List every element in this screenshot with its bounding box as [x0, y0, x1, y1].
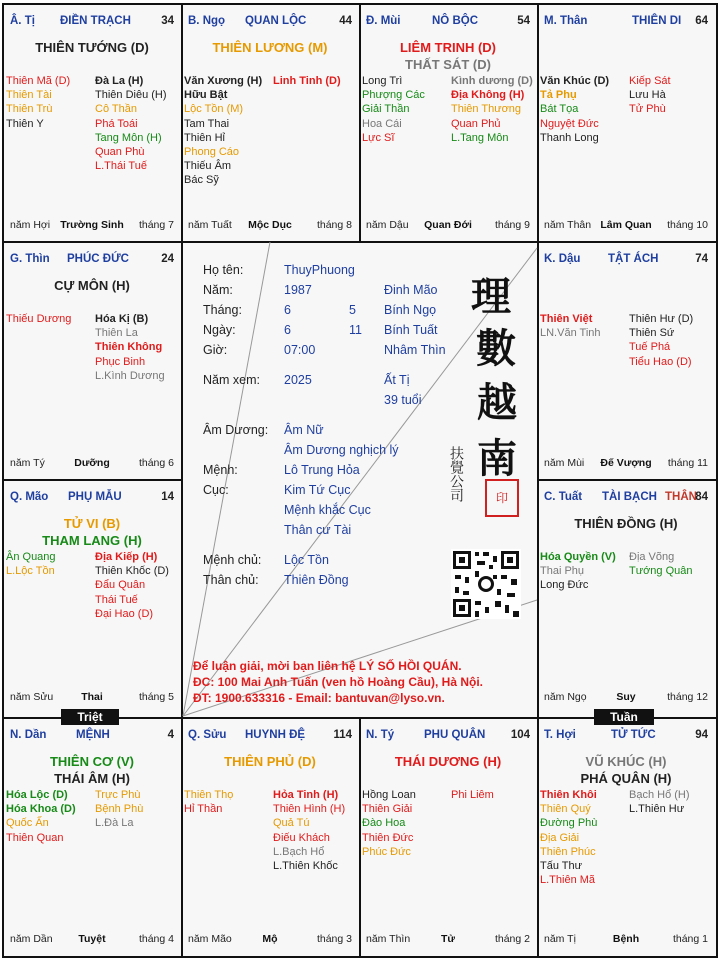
star-name: Quan Phủ — [451, 117, 501, 130]
star-name: Đường Phù — [540, 817, 598, 830]
palace-name: TÀI BẠCH — [602, 491, 657, 503]
star-name: Kình dương (D) — [451, 75, 533, 87]
palace-tuat — [538, 481, 714, 715]
star-name: THAM LANG (H) — [42, 533, 142, 548]
star-name: Quan Phù — [95, 145, 145, 158]
star-name: Phong Cáo — [184, 145, 240, 158]
menh-chu-label: Mệnh chủ: — [203, 553, 262, 567]
star-list-left — [184, 788, 233, 816]
star-list-left — [6, 550, 56, 578]
dai-han-year: năm Tuất — [188, 219, 232, 231]
star-name: THẤT SÁT (D) — [405, 57, 491, 72]
palace-name: PHU QUÂN — [424, 729, 486, 741]
name-label: Họ tên: — [203, 263, 244, 277]
star-name: Thai Phụ — [540, 565, 585, 578]
month-label: tháng 2 — [494, 933, 530, 945]
month-label: Tháng: — [203, 303, 242, 317]
dai-han-year: năm Thìn — [366, 933, 411, 945]
star-name: Thanh Long — [540, 131, 599, 144]
palace-name: QUAN LỘC — [245, 15, 307, 27]
palace-branch: G. Thìn — [10, 253, 50, 265]
qr-code-icon — [451, 549, 521, 619]
star-name: Hóa Kị (B) — [95, 313, 149, 325]
main-stars — [360, 753, 536, 770]
palace-branch: T. Hợi — [544, 729, 576, 741]
palace-hoi — [538, 719, 714, 957]
palace-name: NÔ BỘC — [432, 15, 478, 27]
star-list-left — [362, 788, 416, 859]
star-name: Thiên Giải — [362, 803, 413, 816]
star-list-right — [451, 74, 533, 145]
star-name: THÁI DƯƠNG (H) — [394, 754, 502, 769]
month-label: tháng 8 — [316, 219, 352, 231]
palace-ngo — [182, 5, 358, 241]
menh-label: Mệnh: — [203, 463, 238, 477]
menh-chu-value: Lộc Tồn — [284, 553, 329, 567]
dai-han-year: năm Tị — [544, 933, 576, 945]
palace-branch: N. Tý — [366, 729, 395, 741]
palace-name: PHỤ MẪU — [68, 491, 122, 503]
star-name: Bác Sỹ — [184, 174, 219, 187]
palace-number: 104 — [510, 729, 530, 741]
month-can-chi: Bính Ngọ — [384, 303, 437, 317]
palace-number: 84 — [695, 491, 708, 503]
star-name: THIÊN TƯỚNG (D) — [35, 40, 149, 55]
star-name: Lực Sĩ — [362, 131, 395, 144]
logo-char-4: 南 — [477, 435, 517, 482]
main-stars — [182, 753, 358, 770]
star-name: Văn Khúc (D) — [540, 75, 610, 87]
truong-sinh-stage: Đế Vượng — [600, 457, 652, 469]
palace-ti — [4, 5, 180, 241]
dai-han-year: năm Mùi — [544, 457, 585, 469]
day-can-chi: Bính Tuất — [384, 323, 438, 337]
palace-number: 4 — [167, 729, 174, 741]
main-stars — [538, 753, 714, 787]
month-label: tháng 6 — [138, 457, 174, 469]
star-list-left — [540, 312, 601, 340]
star-name: Hóa Quyền (V) — [540, 551, 616, 563]
month-label: tháng 11 — [667, 457, 708, 469]
star-name: Tang Môn (H) — [95, 131, 162, 144]
dai-han-year: năm Tý — [10, 457, 45, 469]
dai-han-year: năm Sửu — [10, 691, 54, 703]
star-name: Thiên Không — [95, 341, 163, 354]
palace-thin — [4, 243, 180, 479]
star-name: Lộc Tồn (M) — [184, 103, 244, 116]
star-name: Thiên Mã (D) — [6, 75, 71, 87]
main-stars — [4, 753, 180, 787]
palace-suu — [182, 719, 358, 957]
month-solar: 5 — [349, 303, 356, 317]
star-name: Thiên Phúc — [540, 845, 596, 858]
star-name: LIÊM TRINH (D) — [399, 40, 497, 55]
star-name: Thiên Việt — [540, 313, 593, 325]
month-label: tháng 1 — [672, 933, 708, 945]
star-name: Địa Kiếp (H) — [95, 551, 158, 563]
truong-sinh-stage: Thai — [81, 691, 103, 703]
amduong-label: Âm Dương: — [203, 423, 269, 437]
year-value: 1987 — [284, 283, 312, 297]
star-name: L.Thiên Mã — [540, 874, 596, 887]
month-lunar: 6 — [284, 303, 291, 317]
star-name: Hữu Bật — [184, 89, 228, 102]
palace-branch: M. Thân — [544, 15, 588, 27]
star-name: Thiên Y — [6, 117, 44, 130]
truong-sinh-stage: Quan Đới — [424, 219, 472, 231]
month-label: tháng 3 — [316, 933, 352, 945]
star-name: Ân Quang — [6, 551, 56, 563]
palace-branch: Đ. Mùi — [366, 15, 401, 27]
star-name: Linh Tinh (D) — [273, 75, 341, 87]
dai-han-year: năm Hợi — [10, 219, 51, 231]
dai-han-year: năm Mão — [188, 933, 232, 945]
star-name: Bát Tọa — [540, 103, 579, 116]
day-lunar: 6 — [284, 323, 291, 337]
star-name: Giải Thần — [362, 103, 410, 116]
palace-name: HUYNH ĐỆ — [245, 729, 306, 741]
star-name: Thiên Trù — [6, 103, 53, 116]
star-name: L.Kình Dương — [95, 369, 165, 382]
month-label: tháng 10 — [667, 219, 708, 231]
star-list-left — [6, 788, 76, 845]
star-name: Hóa Lộc (D) — [6, 789, 68, 801]
month-label: tháng 12 — [667, 691, 708, 703]
star-name: Thiếu Âm — [184, 160, 232, 173]
star-name: Thiên Hình (H) — [273, 803, 346, 816]
star-name: Thiên Diêu (H) — [95, 89, 167, 102]
year-label: Năm: — [203, 283, 233, 297]
month-label: tháng 5 — [138, 691, 174, 703]
truong-sinh-stage: Tuyệt — [78, 933, 106, 945]
star-name: Hóa Khoa (D) — [6, 803, 76, 816]
palace-number: 54 — [517, 15, 530, 27]
star-name: Hỏa Tinh (H) — [273, 789, 339, 801]
palace-name: ĐIỀN TRẠCH — [60, 15, 131, 27]
star-name: Nguyệt Đức — [540, 117, 599, 130]
star-name: Tiểu Hao (D) — [629, 355, 692, 368]
star-name: Bạch Hổ (H) — [629, 789, 690, 801]
than-marker: THÂN — [665, 491, 697, 503]
star-name: Thiên Thọ — [184, 789, 234, 801]
star-name: Thiên Tài — [6, 89, 52, 102]
day-label: Ngày: — [203, 323, 236, 337]
star-name: L.Đà La — [95, 817, 134, 830]
truong-sinh-stage: Mộc Dục — [248, 219, 292, 231]
name-row — [203, 263, 243, 277]
star-name: Tử Phù — [629, 103, 666, 116]
star-name: Phục Binh — [95, 355, 146, 368]
center-info-panel — [181, 241, 537, 717]
palace-number: 64 — [695, 15, 708, 27]
star-list-right — [273, 74, 341, 88]
palace-number: 94 — [695, 729, 708, 741]
star-name: Đào Hoa — [362, 817, 406, 830]
star-name: Thiên Quý — [540, 803, 591, 816]
logo-char-1: 理 — [471, 273, 511, 320]
dai-han-year: năm Ngọ — [544, 691, 587, 703]
star-name: Phi Liêm — [451, 789, 494, 801]
main-stars — [360, 39, 536, 73]
palace-name: TỬ TỨC — [611, 729, 656, 741]
star-name: THIÊN LƯƠNG (M) — [212, 40, 328, 55]
month-label: tháng 4 — [138, 933, 174, 945]
star-name: PHÁ QUÂN (H) — [580, 771, 672, 786]
age-value: 39 tuổi — [384, 393, 422, 407]
main-stars — [4, 39, 180, 56]
star-name: Tuế Phá — [629, 341, 671, 354]
star-name: Hoa Cái — [362, 117, 402, 130]
than-chu-label: Thân chủ: — [203, 573, 259, 587]
amduong-relation: Âm Dương nghịch lý — [284, 443, 399, 457]
star-list-left — [6, 74, 70, 131]
star-name: Thiên Đức — [362, 831, 414, 844]
star-name: L.Thiên Khốc — [273, 859, 338, 872]
palace-dau — [538, 243, 714, 479]
star-list-left — [184, 74, 262, 188]
than-chu-value: Thiên Đồng — [284, 573, 349, 587]
star-name: Địa Võng — [629, 551, 675, 563]
palace-name: MỆNH — [76, 729, 110, 741]
star-name: Thái Tuế — [95, 593, 138, 606]
star-name: Đà La (H) — [95, 75, 144, 87]
palace-branch: N. Dần — [10, 729, 47, 741]
star-name: Tướng Quân — [629, 565, 693, 578]
star-list-right — [95, 74, 167, 173]
hour-label: Giờ: — [203, 343, 228, 357]
truong-sinh-stage: Suy — [616, 691, 636, 703]
truong-sinh-stage: Tử — [440, 933, 456, 945]
palace-number: 24 — [161, 253, 174, 265]
month-label: tháng 7 — [138, 219, 174, 231]
seal-text: 扶覺公司 — [448, 446, 464, 502]
contact-phone-email: ĐT: 1900.633316 - Email: bantuvan@lyso.vn. — [193, 691, 445, 705]
contact-line-1: Để luận giải, mời bạn liên hệ LÝ SỐ HỒI QUÁN. — [193, 659, 462, 673]
star-name: TỬ VI (B) — [63, 516, 121, 531]
star-name: THIÊN CƠ (V) — [49, 754, 135, 769]
star-list-right — [451, 788, 494, 802]
truong-sinh-stage: Mộ — [262, 933, 278, 945]
star-name: Hồng Loan — [362, 789, 416, 801]
star-name: Thiên Thương — [451, 103, 522, 116]
star-name: L.Thái Tuế — [95, 160, 147, 173]
star-name: Thiếu Dương — [6, 313, 72, 325]
red-seal: 印 — [485, 479, 519, 517]
star-name: Thiên Khôi — [540, 789, 597, 801]
name-value: ThuyPhuong — [284, 263, 355, 277]
star-list-left — [6, 312, 71, 326]
star-list-left — [540, 788, 597, 887]
palace-number: 114 — [333, 729, 352, 741]
star-name: Thiên Khốc (D) — [95, 565, 169, 578]
dai-han-year: năm Dậu — [366, 219, 409, 231]
logo-char-2: 數 — [476, 325, 516, 372]
star-name: Thiên Hỉ — [184, 131, 225, 144]
month-label: tháng 9 — [494, 219, 530, 231]
star-list-left — [540, 550, 616, 593]
palace-branch: C. Tuất — [544, 491, 583, 503]
star-name: Đẩu Quân — [95, 579, 146, 592]
star-name: Hỉ Thần — [184, 803, 223, 816]
truong-sinh-stage: Dưỡng — [74, 457, 110, 469]
star-name: Quả Tú — [273, 817, 310, 830]
cuc-relation: Mệnh khắc Cục — [284, 503, 371, 517]
main-stars — [538, 515, 714, 532]
palace-branch: Â. Tị — [10, 15, 35, 27]
star-name: Long Trì — [362, 75, 403, 87]
star-name: L.Thiên Hư — [629, 803, 685, 816]
palace-name: THIÊN DI — [632, 15, 682, 27]
truong-sinh-stage: Trường Sinh — [60, 219, 124, 231]
star-name: Kiếp Sát — [629, 75, 671, 87]
hour-value: 07:00 — [284, 343, 316, 357]
palace-branch: K. Dậu — [544, 253, 581, 265]
menh-value: Lô Trung Hỏa — [284, 463, 360, 477]
star-list-right — [629, 312, 693, 369]
year-can-chi: Đinh Mão — [384, 283, 438, 297]
star-list-right — [95, 550, 169, 621]
star-name: Lưu Hà — [629, 89, 666, 102]
star-name: Tấu Thư — [540, 859, 583, 872]
main-stars — [4, 515, 180, 549]
star-name: Phá Toái — [95, 117, 138, 130]
cuc-label: Cục: — [203, 483, 229, 497]
day-solar: 11 — [349, 323, 362, 337]
star-name: LN.Văn Tinh — [540, 327, 601, 340]
star-name: Văn Xương (H) — [184, 75, 263, 87]
star-list-right — [629, 550, 693, 578]
palace-ty — [360, 719, 536, 957]
palace-branch: B. Ngọ — [188, 15, 226, 27]
amduong-value: Âm Nữ — [284, 423, 324, 437]
star-name: CỰ MÔN (H) — [54, 278, 130, 293]
star-name: L.Tang Môn — [451, 131, 509, 144]
logo-char-3: 越 — [477, 379, 517, 426]
star-name: Địa Không (H) — [451, 89, 525, 102]
view-year-can-chi: Ất Tị — [384, 373, 410, 387]
main-stars — [4, 277, 180, 294]
palace-number: 34 — [161, 15, 174, 27]
star-name: Tả Phụ — [540, 89, 577, 102]
star-name: THIÊN ĐỒNG (H) — [574, 516, 678, 531]
palace-name: PHÚC ĐỨC — [67, 253, 129, 265]
star-list-left — [362, 74, 425, 145]
view-year-label: Năm xem: — [203, 373, 260, 387]
palace-number: 14 — [161, 491, 174, 503]
star-list-right — [95, 788, 143, 831]
palace-branch: Q. Sửu — [188, 729, 227, 741]
than-cu: Thân cư Tài — [284, 523, 352, 537]
star-list-left — [540, 74, 609, 145]
contact-address: ĐC: 100 Mai Anh Tuấn (ven hồ Hoàng Cầu), Hà Nội. — [193, 675, 484, 689]
palace-number: 44 — [339, 15, 352, 27]
main-stars — [182, 39, 358, 56]
star-name: Phượng Các — [362, 89, 425, 102]
star-name: L.Bạch Hổ — [273, 845, 325, 858]
palace-mui — [360, 5, 536, 241]
dai-han-year: năm Dần — [10, 933, 53, 945]
star-name: L.Lộc Tồn — [6, 565, 55, 578]
star-name: Quốc Ấn — [6, 817, 49, 830]
truong-sinh-stage: Lâm Quan — [600, 219, 652, 231]
star-list-right — [629, 74, 671, 117]
star-name: Bệnh Phù — [95, 803, 144, 816]
palace-number: 74 — [695, 253, 708, 265]
star-name: Long Đức — [540, 579, 589, 592]
star-name: Phúc Đức — [362, 845, 411, 858]
star-list-right — [273, 788, 345, 873]
star-name: THÁI ÂM (H) — [54, 771, 130, 786]
star-name: Thiên Hư (D) — [629, 313, 694, 325]
palace-dan — [4, 719, 180, 957]
tuan-badge: Tuần — [594, 709, 654, 725]
star-name: Tam Thai — [184, 117, 230, 130]
star-name: Trực Phù — [95, 789, 141, 801]
palace-than — [538, 5, 714, 241]
palace-mao — [4, 481, 180, 715]
star-name: THIÊN PHỦ (D) — [224, 754, 316, 769]
star-list-right — [629, 788, 690, 816]
star-name: Thiên Quan — [6, 831, 64, 844]
star-name: Thiên La — [95, 327, 138, 340]
dai-han-year: năm Thân — [544, 219, 592, 231]
star-name: Đại Hao (D) — [95, 607, 154, 620]
cuc-value: Kim Tứ Cục — [284, 483, 351, 497]
hour-can-chi: Nhâm Thìn — [384, 343, 446, 357]
star-name: Điếu Khách — [273, 831, 330, 844]
truong-sinh-stage: Bệnh — [612, 933, 640, 945]
star-list-right — [95, 312, 165, 383]
palace-name: TẬT ÁCH — [608, 253, 659, 265]
star-name: Địa Giải — [540, 831, 580, 844]
star-name: VŨ KHÚC (H) — [585, 754, 667, 769]
star-name: Thiên Sứ — [629, 327, 675, 340]
triet-badge: Triệt — [61, 709, 119, 725]
palace-branch: Q. Mão — [10, 491, 49, 503]
star-name: Cô Thần — [95, 103, 137, 116]
view-year-value: 2025 — [284, 373, 312, 387]
